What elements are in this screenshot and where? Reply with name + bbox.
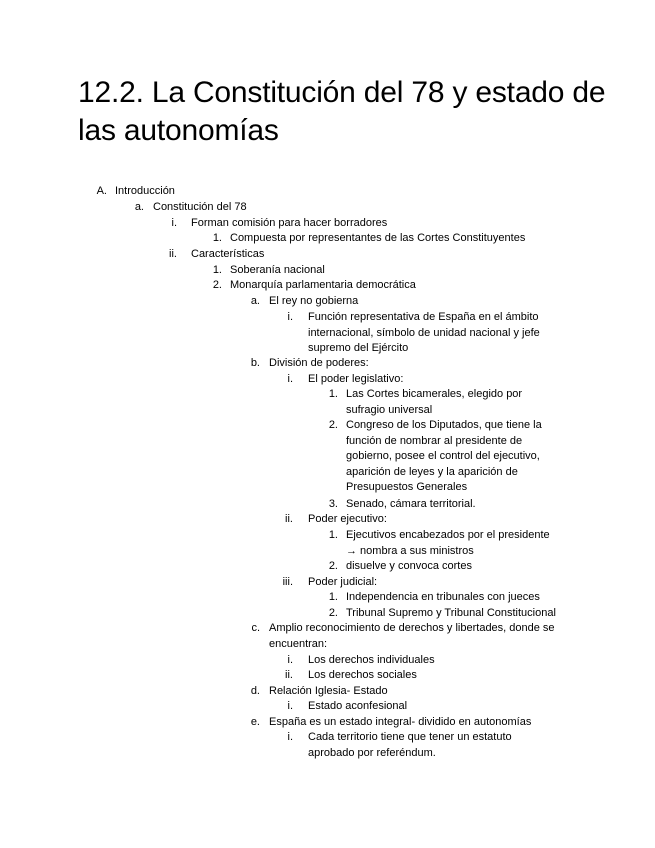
list-text xyxy=(346,387,626,418)
list-text: Constitución del 78 xyxy=(153,201,247,213)
list-text: El poder legislativo: xyxy=(308,373,404,385)
list-text: Independencia en tribunales con jueces xyxy=(346,591,540,603)
list-marker: 2. xyxy=(328,560,338,572)
list-marker: 3. xyxy=(328,498,338,510)
list-marker: 1. xyxy=(212,264,222,276)
list-marker: 2. xyxy=(212,279,222,291)
list-text xyxy=(308,310,628,357)
list-marker: A. xyxy=(96,185,107,197)
list-text xyxy=(269,621,639,652)
text-line: Función representativa de España en el ámbito xyxy=(308,311,539,323)
list-text: Monarquía parlamentaria democrática xyxy=(230,279,416,291)
list-text: Poder ejecutivo: xyxy=(308,513,387,525)
list-text: Los derechos sociales xyxy=(308,669,417,681)
list-marker: b. xyxy=(250,357,260,369)
list-text: Tribunal Supremo y Tribunal Constitucional xyxy=(346,607,556,619)
text-line: aparición de leyes y la aparición de xyxy=(346,465,518,478)
text-line: Presupuestos Generales xyxy=(346,481,468,494)
list-marker: ii. xyxy=(285,669,293,681)
list-text xyxy=(308,730,628,761)
text-line: Amplio reconocimiento de derechos y libertades, donde se xyxy=(269,622,555,634)
list-marker: 1. xyxy=(328,529,338,541)
text-line: función de nombrar al presidente de xyxy=(346,434,523,447)
list-marker: 1. xyxy=(212,232,222,244)
list-marker: 1. xyxy=(328,591,338,603)
text-line: Cada territorio tiene que tener un estatuto xyxy=(308,731,512,743)
text-line: aprobado por referéndum. xyxy=(308,746,436,759)
list-text: Relación Iglesia- Estado xyxy=(269,685,388,697)
list-marker: c. xyxy=(251,622,260,634)
list-text: Estado aconfesional xyxy=(308,700,408,712)
list-marker: i. xyxy=(287,654,293,666)
text-line: gobierno, posee el control del ejecutivo, xyxy=(346,450,540,463)
list-marker: e. xyxy=(250,716,260,728)
text-line: internacional, símbolo de unidad nacional y jefe xyxy=(308,326,540,339)
text-line: Congreso de los Diputados, que tiene la xyxy=(346,419,542,431)
list-text: Forman comisión para hacer borradores xyxy=(191,217,388,229)
text-line: encuentran: xyxy=(269,637,328,650)
list-text: El rey no gobierna xyxy=(269,295,359,307)
list-marker: d. xyxy=(250,685,260,697)
text-line: supremo del Ejército xyxy=(308,342,409,355)
list-text xyxy=(346,528,626,559)
page-title: 12.2. La Constitución del 78 y estado de las autonomías xyxy=(78,76,606,147)
list-text: Compuesta por representantes de las Cortes Constituyentes xyxy=(230,232,526,244)
list-text: Senado, cámara territorial. xyxy=(346,498,476,510)
list-marker: ii. xyxy=(285,513,293,525)
list-text: Características xyxy=(191,248,265,260)
list-marker: a. xyxy=(134,201,144,213)
list-marker: 1. xyxy=(328,388,338,400)
list-marker: i. xyxy=(287,700,293,712)
text-line: Ejecutivos encabezados por el presidente xyxy=(346,529,550,541)
list-marker: 2. xyxy=(328,419,338,431)
list-text: Soberanía nacional xyxy=(230,264,325,276)
list-text xyxy=(346,418,626,496)
text-line: → nombra a sus ministros xyxy=(346,544,474,557)
list-text: España es un estado integral- dividido en autonomías xyxy=(269,716,532,728)
list-marker: ii. xyxy=(169,248,177,260)
list-marker: i. xyxy=(287,731,293,743)
list-text: División de poderes: xyxy=(269,357,369,369)
list-marker: i. xyxy=(171,217,177,229)
list-text: Los derechos individuales xyxy=(308,654,435,666)
list-marker: i. xyxy=(287,311,293,323)
text-line: Las Cortes bicamerales, elegido por xyxy=(346,388,523,400)
list-marker: a. xyxy=(250,295,260,307)
list-text: Introducción xyxy=(115,185,175,197)
list-text: disuelve y convoca cortes xyxy=(346,560,472,572)
list-marker: 2. xyxy=(328,607,338,619)
list-text: Poder judicial: xyxy=(308,576,378,588)
list-marker: iii. xyxy=(282,576,293,588)
text-line: sufragio universal xyxy=(346,403,433,416)
list-marker: i. xyxy=(287,373,293,385)
